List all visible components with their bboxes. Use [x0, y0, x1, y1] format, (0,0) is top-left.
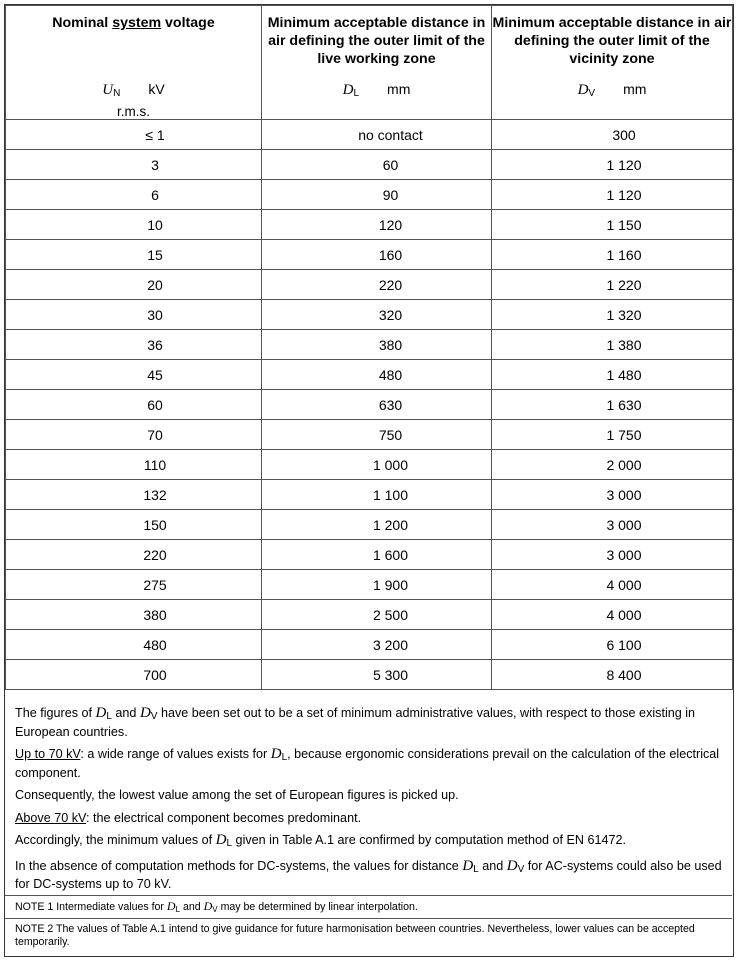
note-1: NOTE 1 Intermediate values for $D_L$ and $D_V$ may be determined by linear interpolation. [15, 899, 418, 914]
table-row [6, 480, 733, 510]
explanatory-notes [5, 690, 732, 893]
cell-dl-value: 630 [262, 390, 492, 420]
header-vicinity-zone [492, 6, 733, 120]
table-row [6, 420, 733, 450]
table-row [6, 390, 733, 420]
document-page [4, 4, 734, 957]
cell-dl-value: 1 100 [262, 480, 492, 510]
cell-dv-value: 3 000 [492, 480, 733, 510]
cell-nominal-voltage: 380 [6, 600, 262, 630]
cell-dv-value: 1 750 [492, 420, 733, 450]
cell-nominal-voltage: 150 [6, 510, 262, 540]
cell-nominal-voltage: 20 [6, 270, 262, 300]
note-paragraph-consequently: Consequently, the lowest value among the set of European figures is picked up. [15, 788, 459, 802]
notes-divider [5, 895, 732, 896]
header-live-working-zone [262, 6, 492, 120]
header-dv-unit: $D_V$ mm [577, 81, 647, 99]
cell-dv-value: 4 000 [492, 600, 733, 630]
cell-dl-value: 1 900 [262, 570, 492, 600]
cell-dv-value: 300 [492, 120, 733, 150]
cell-dv-value: 6 100 [492, 630, 733, 660]
cell-dv-value: 1 160 [492, 240, 733, 270]
table-header-row [6, 6, 733, 120]
note2-divider [5, 918, 732, 919]
table-row [6, 540, 733, 570]
table-row [6, 450, 733, 480]
header-dl-unit: $D_L$ mm [342, 81, 411, 99]
cell-nominal-voltage: ≤ 1 [6, 120, 262, 150]
table-row [6, 210, 733, 240]
cell-dl-value: 3 200 [262, 630, 492, 660]
table-row [6, 630, 733, 660]
cell-nominal-voltage: 36 [6, 330, 262, 360]
table-row [6, 300, 733, 330]
note-paragraph-accordingly: Accordingly, the minimum values of $D_L$ given in Table A.1 are confirmed by computation method of EN 61472. [15, 832, 626, 849]
cell-dl-value: no contact [262, 120, 492, 150]
cell-dv-value: 1 380 [492, 330, 733, 360]
cell-dl-value: 1 000 [262, 450, 492, 480]
table-row [6, 360, 733, 390]
note-paragraph-dc-systems: In the absence of computation methods for DC-systems, the values for distance $D_L$ and $D_V$ for AC-systems could also be used for DC-systems up to 70 kV. [15, 857, 722, 891]
cell-dl-value: 480 [262, 360, 492, 390]
cell-nominal-voltage: 220 [6, 540, 262, 570]
note-paragraph-up-to-70kv: Up to 70 kV: a wide range of values exists for $D_L$, because ergonomic considerations prevail on the calculation of the electrical component. [15, 746, 720, 780]
table-body [6, 120, 733, 690]
cell-dl-value: 750 [262, 420, 492, 450]
note-paragraph-figures: The figures of $D_L$ and $D_V$ have been set out to be a set of minimum administrative values, with respect to those existing in European countries. [15, 705, 696, 739]
cell-dv-value: 1 150 [492, 210, 733, 240]
cell-dv-value: 1 120 [492, 150, 733, 180]
cell-dv-value: 3 000 [492, 510, 733, 540]
table-row [6, 120, 733, 150]
cell-nominal-voltage: 15 [6, 240, 262, 270]
cell-nominal-voltage: 700 [6, 660, 262, 690]
table-row [6, 240, 733, 270]
cell-dv-value: 1 220 [492, 270, 733, 300]
cell-dl-value: 120 [262, 210, 492, 240]
cell-nominal-voltage: 132 [6, 480, 262, 510]
note-2: NOTE 2 The values of Table A.1 intend to give guidance for future harmonisation between countries. Nevertheless, lower values can be accepted temporarily. [15, 923, 695, 948]
header-live-working-zone-title: Minimum acceptable distance in air defining the outer limit of the live working zone [267, 15, 486, 67]
cell-dv-value: 1 320 [492, 300, 733, 330]
cell-dl-value: 1 200 [262, 510, 492, 540]
rms-label: r.m.s. [117, 104, 150, 119]
header-nominal-voltage-unit: $U_N$ kV r.m.s. [6, 80, 261, 121]
table-row [6, 150, 733, 180]
header-nominal-voltage [6, 6, 262, 120]
cell-dv-value: 4 000 [492, 570, 733, 600]
table-row [6, 570, 733, 600]
cell-nominal-voltage: 60 [6, 390, 262, 420]
table-row [6, 600, 733, 630]
cell-dl-value: 160 [262, 240, 492, 270]
cell-nominal-voltage: 3 [6, 150, 262, 180]
distance-table [5, 5, 733, 690]
table-row [6, 660, 733, 690]
cell-dl-value: 220 [262, 270, 492, 300]
table-row [6, 330, 733, 360]
cell-dl-value: 380 [262, 330, 492, 360]
cell-dv-value: 3 000 [492, 540, 733, 570]
cell-dl-value: 320 [262, 300, 492, 330]
cell-dv-value: 1 120 [492, 180, 733, 210]
cell-nominal-voltage: 70 [6, 420, 262, 450]
cell-nominal-voltage: 45 [6, 360, 262, 390]
table-row [6, 180, 733, 210]
cell-dv-value: 8 400 [492, 660, 733, 690]
cell-nominal-voltage: 480 [6, 630, 262, 660]
cell-dl-value: 1 600 [262, 540, 492, 570]
cell-nominal-voltage: 110 [6, 450, 262, 480]
cell-dl-value: 5 300 [262, 660, 492, 690]
cell-nominal-voltage: 6 [6, 180, 262, 210]
table-row [6, 270, 733, 300]
cell-dl-value: 90 [262, 180, 492, 210]
header-vicinity-zone-title: Minimum acceptable distance in air defining the outer limit of the vicinity zone [492, 15, 732, 67]
note-paragraph-above-70kv: Above 70 kV: the electrical component becomes predominant. [15, 810, 362, 825]
cell-dl-value: 2 500 [262, 600, 492, 630]
cell-dl-value: 60 [262, 150, 492, 180]
cell-nominal-voltage: 10 [6, 210, 262, 240]
cell-dv-value: 2 000 [492, 450, 733, 480]
table-row [6, 510, 733, 540]
cell-dv-value: 1 480 [492, 360, 733, 390]
cell-nominal-voltage: 30 [6, 300, 262, 330]
cell-nominal-voltage: 275 [6, 570, 262, 600]
cell-dv-value: 1 630 [492, 390, 733, 420]
header-nominal-voltage-title: Nominal system voltage [52, 15, 215, 31]
